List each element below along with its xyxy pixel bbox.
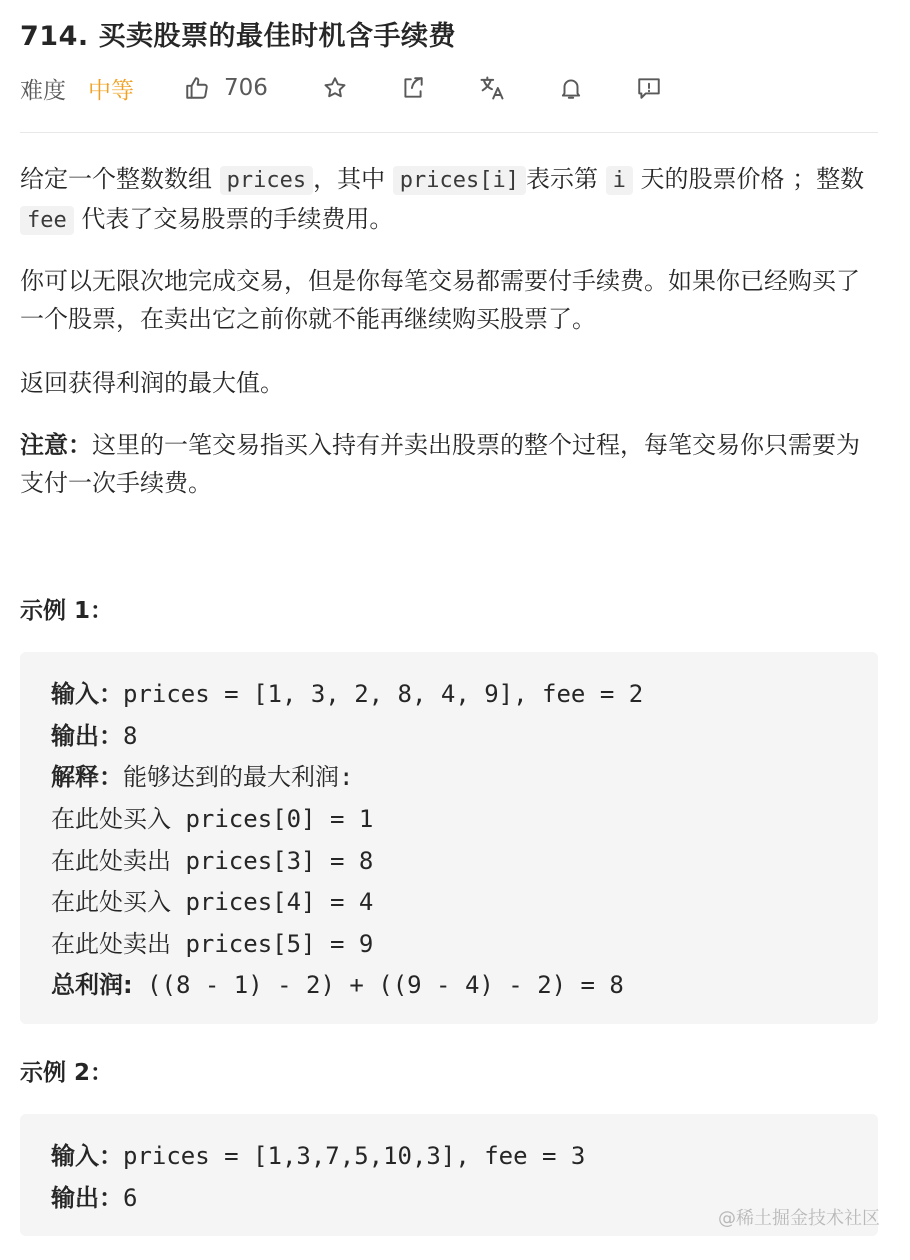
example-line: 总利润: ((8 - 1) - 2) + ((9 - 4) - 2) = 8 <box>51 971 624 999</box>
example-line: 输入：prices = [1, 3, 2, 8, 4, 9], fee = 2 <box>51 680 644 708</box>
feedback-button[interactable] <box>636 75 662 101</box>
thumbs-up-icon <box>184 75 210 101</box>
example-line: 输入：prices = [1,3,7,5,10,3], fee = 3 <box>51 1142 586 1170</box>
description-paragraph-1 <box>20 160 880 240</box>
problem-title: 714. 买卖股票的最佳时机含手续费 <box>20 21 457 52</box>
desc-text: 表示第 <box>525 165 606 193</box>
example-line: 在此处买入 prices[0] = 1 <box>51 805 374 833</box>
example-line: 在此处卖出 prices[5] = 9 <box>51 930 374 958</box>
note-label: 注意： <box>20 431 92 459</box>
notification-button[interactable] <box>558 75 584 101</box>
desc-text: 天的股票价格 ；整数 <box>632 165 865 193</box>
share-button[interactable] <box>400 75 426 101</box>
desc-text: ，其中 <box>313 165 393 193</box>
problem-meta-bar <box>20 68 878 108</box>
inline-code-i: i <box>606 166 633 195</box>
star-icon <box>322 75 348 101</box>
desc-text: 给定一个整数数组 <box>20 165 220 193</box>
example-line: 输出：8 <box>51 722 138 750</box>
watermark: @稀土掘金技术社区 <box>718 1208 880 1229</box>
favorite-button[interactable] <box>322 75 348 101</box>
inline-code-prices: prices <box>220 166 313 195</box>
example-line: 输出：6 <box>51 1184 138 1212</box>
example-line: 解释：能够达到的最大利润: <box>51 763 354 791</box>
example-line: 在此处卖出 prices[3] = 8 <box>51 847 374 875</box>
example-1-heading: 示例 1： <box>20 598 114 624</box>
example-2-heading: 示例 2： <box>20 1060 114 1086</box>
description-paragraph-2: 你可以无限次地完成交易，但是你每笔交易都需要付手续费。如果你已经购买了一个股票，在卖出它之前你就不能再继续购买股票了。 <box>20 267 860 333</box>
inline-code-prices-i: prices[i] <box>393 166 526 195</box>
translate-icon <box>478 74 506 102</box>
share-icon <box>400 75 426 101</box>
example-1-code-block <box>20 652 878 1024</box>
description-paragraph-3: 返回获得利润的最大值。 <box>20 369 284 397</box>
like-count: 706 <box>224 75 268 101</box>
example-line: 在此处买入 prices[4] = 4 <box>51 888 374 916</box>
description-note <box>20 426 880 502</box>
inline-code-fee: fee <box>20 206 74 235</box>
like-button[interactable] <box>184 75 268 101</box>
header-divider <box>20 132 878 133</box>
note-text: 这里的一笔交易指买入持有并卖出股票的整个过程，每笔交易你只需要为支付一次手续费。 <box>20 431 860 497</box>
translate-button[interactable] <box>478 74 506 102</box>
desc-text: 代表了交易股票的手续费用。 <box>73 205 394 233</box>
difficulty-value: 中等 <box>88 77 134 104</box>
bell-icon <box>558 75 584 101</box>
feedback-icon <box>636 75 662 101</box>
difficulty-label: 难度 <box>20 77 66 104</box>
